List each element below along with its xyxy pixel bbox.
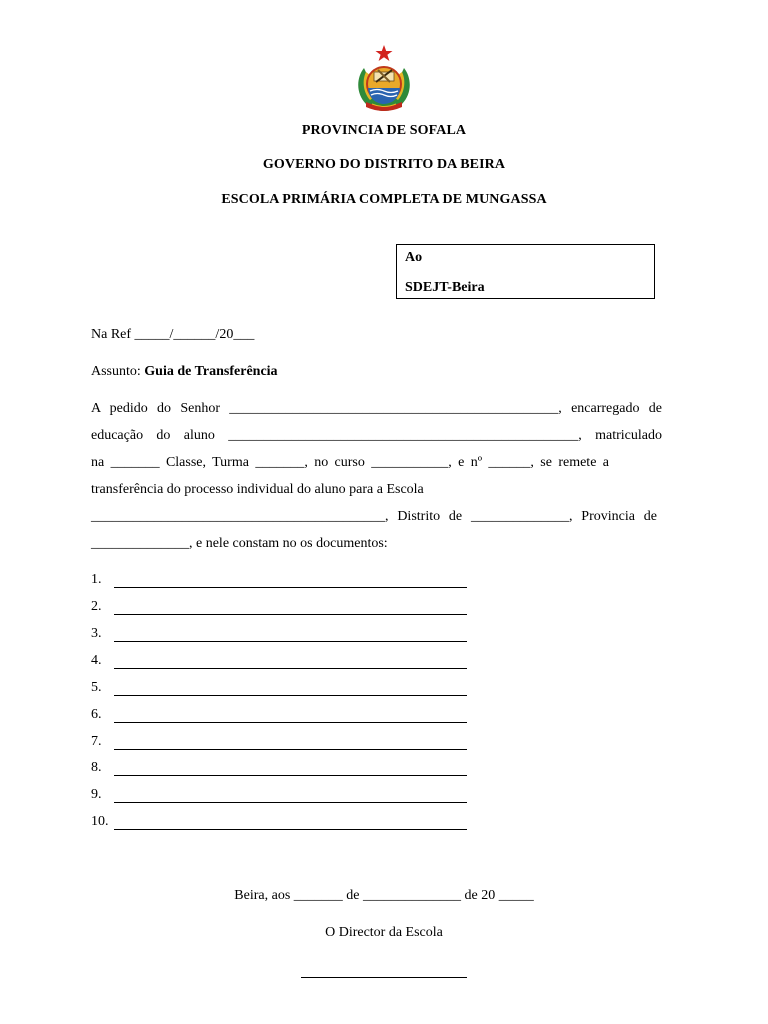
government-heading: GOVERNO DO DISTRITO DA BEIRA [262, 157, 506, 172]
list-item [91, 760, 471, 778]
list-item-number: 10. [91, 814, 109, 829]
list-item [91, 707, 471, 725]
list-item [91, 572, 471, 590]
list-item-number: 5. [91, 680, 102, 695]
document-blank-line [114, 749, 467, 750]
mozambique-coat-of-arms-icon [352, 44, 416, 114]
document-blank-line [114, 695, 467, 696]
document-blank-line [114, 829, 467, 830]
document-blank-line [114, 614, 467, 615]
school-heading: ESCOLA PRIMÁRIA COMPLETA DE MUNGASSA [221, 192, 547, 207]
subject-line [91, 364, 278, 380]
document-blank-line [114, 802, 467, 803]
document-blank-line [114, 775, 467, 776]
recipient-box [396, 244, 655, 299]
signature-line [301, 977, 467, 978]
list-item-number: 6. [91, 707, 102, 722]
list-item [91, 787, 471, 805]
reference-line: Na Ref _____/______/20___ [91, 327, 255, 342]
list-item [91, 680, 471, 698]
subject-label: Assunto: [91, 364, 141, 379]
body-line-4: transferência do processo individual do aluno para a Escola [91, 482, 424, 497]
subject-value: Guia de Transferência [144, 364, 278, 379]
list-item-number: 4. [91, 653, 102, 668]
date-line: Beira, aos _______ de ______________ de 20 _____ [234, 888, 534, 903]
document-blank-line [114, 587, 467, 588]
body-line-5: __________________________________________, Distrito de ______________, Provincia de [91, 509, 657, 524]
list-item-number: 8. [91, 760, 102, 775]
document-blank-line [114, 641, 467, 642]
body-line-1: A pedido do Senhor _______________________________________________, encarregado de [91, 401, 662, 416]
list-item-number: 9. [91, 787, 102, 802]
list-item [91, 626, 471, 644]
recipient-to: Ao [405, 250, 423, 265]
list-item [91, 653, 471, 671]
list-item-number: 1. [91, 572, 102, 587]
body-line-3: na _______ Classe, Turma _______, no curso ___________, e nº ______, se remete a [91, 455, 609, 470]
body-line-2: educação do aluno __________________________________________________, matriculado [91, 428, 662, 443]
province-heading: PROVINCIA DE SOFALA [301, 123, 467, 138]
document-blank-line [114, 722, 467, 723]
list-item [91, 599, 471, 617]
list-item-number: 7. [91, 734, 102, 749]
signatory-title: O Director da Escola [325, 925, 443, 940]
list-item [91, 814, 471, 832]
document-blank-line [114, 668, 467, 669]
list-item [91, 734, 471, 752]
body-line-6: ______________, e nele constam no os documentos: [91, 536, 388, 551]
list-item-number: 2. [91, 599, 102, 614]
list-item-number: 3. [91, 626, 102, 641]
recipient-name: SDEJT-Beira [405, 280, 485, 295]
